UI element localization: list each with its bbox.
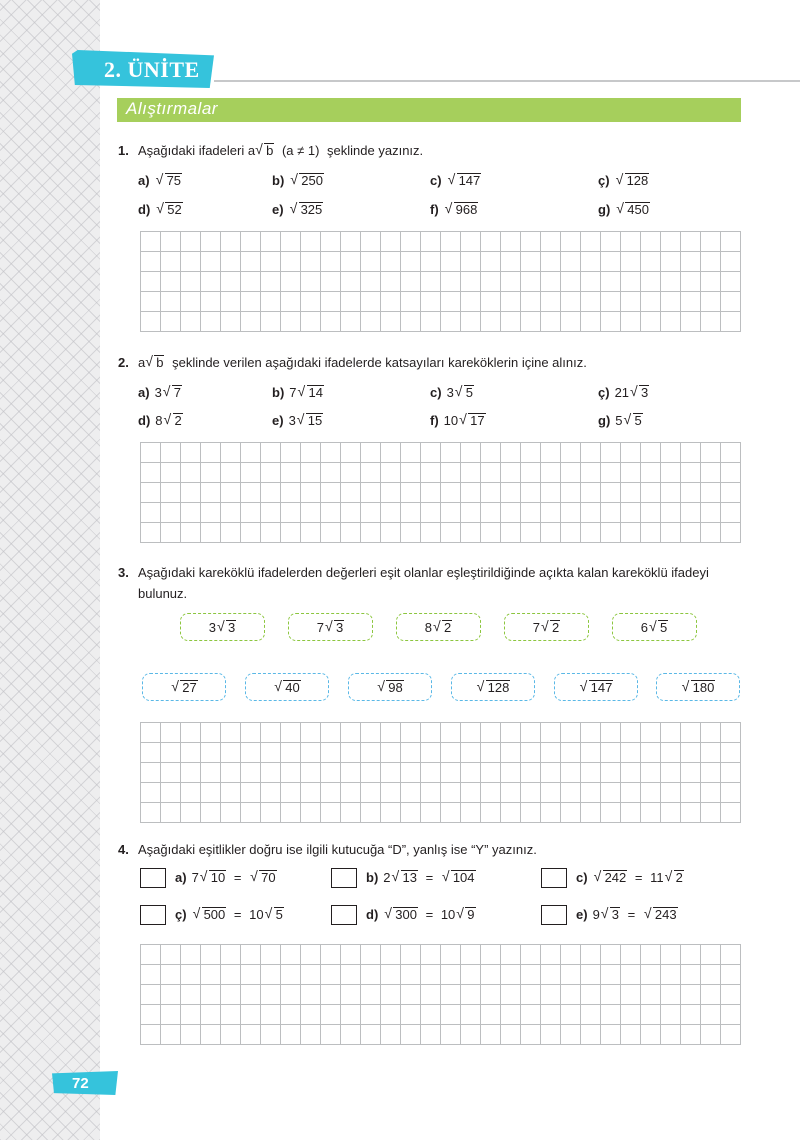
math-expression bbox=[376, 680, 403, 695]
math-expression bbox=[593, 870, 628, 885]
item-label: ç) bbox=[598, 385, 610, 400]
item-label: e) bbox=[576, 907, 588, 922]
sqrt-expression: √ 40 bbox=[283, 680, 300, 695]
answer-checkbox[interactable] bbox=[140, 905, 166, 925]
math-expression bbox=[641, 620, 668, 635]
sqrt-expression: √ 128 bbox=[486, 680, 511, 695]
item-label: e) bbox=[272, 202, 284, 217]
coefficient: 3 bbox=[288, 413, 296, 428]
question-number: 2. bbox=[118, 355, 129, 370]
equation-item bbox=[366, 907, 476, 922]
question-text-part: şeklinde yazınız. bbox=[327, 143, 424, 158]
sqrt-expression: √ 5 bbox=[633, 413, 643, 428]
equals-sign: = bbox=[230, 907, 246, 922]
exercise-item bbox=[430, 385, 474, 400]
answer-checkbox[interactable] bbox=[331, 868, 357, 888]
math-expression bbox=[155, 385, 182, 400]
item-label: g) bbox=[598, 202, 611, 217]
coefficient: 10 bbox=[443, 413, 459, 428]
exercise-item bbox=[138, 413, 183, 428]
math-expression bbox=[447, 173, 482, 188]
exercise-item bbox=[138, 202, 183, 217]
coefficient: 3 bbox=[208, 620, 216, 635]
item-label: e) bbox=[272, 413, 284, 428]
coefficient: 3 bbox=[446, 385, 454, 400]
sqrt-expression: √ 5 bbox=[274, 907, 284, 922]
sqrt-expression: √ 10 bbox=[209, 870, 226, 885]
math-expression bbox=[615, 173, 650, 188]
sqrt-expression: √ 180 bbox=[691, 680, 716, 695]
math-expression bbox=[441, 870, 476, 885]
math-expression bbox=[615, 202, 650, 217]
coefficient: 8 bbox=[424, 620, 432, 635]
math-expression bbox=[317, 620, 344, 635]
expression-card-green[interactable] bbox=[612, 613, 697, 641]
math-expression bbox=[170, 680, 197, 695]
math-expression bbox=[425, 620, 452, 635]
exercise-item bbox=[138, 173, 182, 188]
sqrt-expression: √ 13 bbox=[401, 870, 418, 885]
sqrt-expression: √ 14 bbox=[307, 385, 324, 400]
math-expression bbox=[155, 202, 182, 217]
expression-card-blue[interactable] bbox=[554, 673, 638, 701]
question-text bbox=[138, 355, 587, 370]
sqrt-expression: √ 3 bbox=[639, 385, 649, 400]
exercise-item bbox=[430, 413, 486, 428]
exercise-item bbox=[598, 385, 649, 400]
sqrt-expression: √ 250 bbox=[299, 173, 324, 188]
item-label: d) bbox=[138, 413, 151, 428]
math-expression bbox=[447, 385, 474, 400]
expression-card-blue[interactable] bbox=[348, 673, 432, 701]
math-expression bbox=[289, 385, 324, 400]
coefficient: 10 bbox=[440, 907, 456, 922]
sqrt-expression: √ 325 bbox=[299, 202, 324, 217]
exercise-item bbox=[272, 385, 324, 400]
item-label: f) bbox=[430, 202, 439, 217]
coefficient: 7 bbox=[289, 385, 297, 400]
sqrt-expression: √ 3 bbox=[334, 620, 344, 635]
sqrt-expression: √ 300 bbox=[393, 907, 418, 922]
math-expression bbox=[383, 870, 418, 885]
sqrt-expression: √ 75 bbox=[165, 173, 182, 188]
sqrt-expression: √ 2 bbox=[550, 620, 560, 635]
equation-item bbox=[366, 870, 476, 885]
expression-card-green[interactable] bbox=[180, 613, 265, 641]
math-expression bbox=[444, 202, 479, 217]
sqrt-expression: √ 128 bbox=[625, 173, 650, 188]
math-expression bbox=[289, 173, 324, 188]
item-label: g) bbox=[598, 413, 611, 428]
item-label: b) bbox=[272, 385, 285, 400]
exercise-item bbox=[430, 173, 481, 188]
math-expression bbox=[155, 413, 182, 428]
condition-text: (a ≠ 1) bbox=[281, 143, 320, 158]
equation-item bbox=[576, 870, 684, 885]
math-expression bbox=[593, 907, 620, 922]
item-label: c) bbox=[430, 173, 442, 188]
item-label: ç) bbox=[175, 907, 187, 922]
sqrt-expression: √ 500 bbox=[202, 907, 227, 922]
expression-card-green[interactable] bbox=[396, 613, 481, 641]
equals-sign: = bbox=[631, 870, 647, 885]
item-label: c) bbox=[576, 870, 588, 885]
expression-card-blue[interactable] bbox=[142, 673, 226, 701]
math-expression bbox=[533, 620, 560, 635]
item-label: a) bbox=[138, 173, 150, 188]
coefficient: 11 bbox=[650, 870, 664, 885]
question-text-part: şeklinde verilen aşağıdaki ifadelerde katsayıları kareköklerin içine alınız. bbox=[172, 355, 587, 370]
question-text bbox=[138, 143, 423, 158]
sqrt-expression: √ 7 bbox=[172, 385, 182, 400]
sqrt-expression: √ 17 bbox=[468, 413, 485, 428]
sqrt-expression: √ 15 bbox=[306, 413, 323, 428]
math-expression bbox=[249, 907, 284, 922]
coefficient: 2 bbox=[383, 870, 391, 885]
expression-card-blue[interactable] bbox=[245, 673, 329, 701]
unit-title: 2. ÜNİTE bbox=[104, 57, 200, 82]
coefficient: 7 bbox=[191, 870, 199, 885]
item-label: c) bbox=[430, 385, 442, 400]
question-text: Aşağıdaki eşitlikler doğru ise ilgili kutucuğa “D”, yanlış ise “Y” yazınız. bbox=[138, 842, 537, 857]
sqrt-expression: √ 9 bbox=[465, 907, 475, 922]
expression-card-green[interactable] bbox=[288, 613, 373, 641]
answer-grid[interactable] bbox=[140, 944, 741, 1045]
exercise-item bbox=[272, 202, 323, 217]
answer-grid[interactable] bbox=[140, 722, 741, 823]
answer-grid[interactable] bbox=[140, 231, 741, 332]
math-expression bbox=[476, 680, 511, 695]
sqrt-expression: √ 3 bbox=[226, 620, 236, 635]
coefficient: 7 bbox=[532, 620, 540, 635]
sqrt-expression: √ 5 bbox=[464, 385, 474, 400]
math-expression bbox=[579, 680, 614, 695]
question-text-part: a bbox=[138, 355, 146, 370]
equation-item bbox=[175, 870, 277, 885]
exercise-item bbox=[598, 173, 649, 188]
expression-card-blue[interactable] bbox=[656, 673, 740, 701]
section-title: Alıştırmalar bbox=[126, 99, 218, 118]
question-text: Aşağıdaki kareköklü ifadelerden değerleri eşit olanlar eşleştirildiğinde açıkta kalan kareköklü ifadeyi bulunuz. bbox=[138, 565, 709, 601]
math-expression bbox=[192, 907, 227, 922]
sqrt-expression: √ b bbox=[154, 355, 164, 370]
sqrt-expression: √ 5 bbox=[658, 620, 668, 635]
exercise-item bbox=[272, 413, 323, 428]
question-number: 4. bbox=[118, 842, 129, 857]
sqrt-expression: √ 3 bbox=[610, 907, 620, 922]
sqrt-expression: √ 98 bbox=[386, 680, 403, 695]
equals-sign: = bbox=[421, 907, 437, 922]
coefficient: 5 bbox=[615, 413, 623, 428]
decorative-side-pattern bbox=[0, 0, 100, 1140]
equals-sign: = bbox=[230, 870, 246, 885]
equals-sign: = bbox=[624, 907, 639, 922]
math-expression bbox=[273, 680, 300, 695]
exercise-item bbox=[430, 202, 478, 217]
item-label: b) bbox=[272, 173, 285, 188]
sqrt-expression: √ b bbox=[264, 143, 274, 158]
math-expression bbox=[650, 870, 684, 885]
sqrt-expression: √ 52 bbox=[165, 202, 182, 217]
coefficient: 3 bbox=[154, 385, 162, 400]
answer-checkbox[interactable] bbox=[541, 905, 567, 925]
sqrt-expression: √ 968 bbox=[454, 202, 479, 217]
equation-item bbox=[175, 907, 284, 922]
coefficient: 9 bbox=[592, 907, 600, 922]
sqrt-expression: √ 27 bbox=[180, 680, 197, 695]
math-expression bbox=[249, 870, 276, 885]
item-label: d) bbox=[366, 907, 379, 922]
math-expression bbox=[383, 907, 418, 922]
item-label: d) bbox=[138, 202, 151, 217]
answer-checkbox[interactable] bbox=[331, 905, 357, 925]
math-expression bbox=[192, 870, 227, 885]
coefficient: 7 bbox=[316, 620, 324, 635]
exercise-item bbox=[598, 202, 650, 217]
sqrt-expression: √ 243 bbox=[653, 907, 678, 922]
answer-checkbox[interactable] bbox=[541, 868, 567, 888]
item-label: b) bbox=[366, 870, 379, 885]
sqrt-expression: √ 2 bbox=[442, 620, 452, 635]
equation-item bbox=[576, 907, 678, 922]
header-divider bbox=[214, 80, 800, 82]
sqrt-expression: √ 2 bbox=[674, 870, 684, 885]
math-expression bbox=[444, 413, 486, 428]
equals-sign: = bbox=[421, 870, 437, 885]
page-number: 72 bbox=[72, 1075, 89, 1092]
math-expression bbox=[155, 173, 182, 188]
math-expression bbox=[289, 202, 324, 217]
item-label: a) bbox=[175, 870, 187, 885]
sqrt-expression: √ 242 bbox=[603, 870, 628, 885]
sqrt-expression: √ 2 bbox=[173, 413, 183, 428]
item-label: f) bbox=[430, 413, 439, 428]
math-expression bbox=[643, 907, 678, 922]
item-label: a) bbox=[138, 385, 150, 400]
math-expression bbox=[681, 680, 716, 695]
sqrt-expression: √ 147 bbox=[589, 680, 614, 695]
coefficient: 21 bbox=[614, 385, 630, 400]
expression-card-green[interactable] bbox=[504, 613, 589, 641]
question-text-part: Aşağıdaki ifadeleri a bbox=[138, 143, 256, 158]
answer-grid[interactable] bbox=[140, 442, 741, 543]
sqrt-expression: √ 104 bbox=[451, 870, 476, 885]
question-number: 3. bbox=[118, 565, 129, 580]
item-label: ç) bbox=[598, 173, 610, 188]
math-expression bbox=[209, 620, 236, 635]
answer-checkbox[interactable] bbox=[140, 868, 166, 888]
math-expression bbox=[441, 907, 476, 922]
question-number: 1. bbox=[118, 143, 129, 158]
coefficient: 8 bbox=[155, 413, 163, 428]
expression-card-blue[interactable] bbox=[451, 673, 535, 701]
math-expression bbox=[615, 413, 642, 428]
coefficient: 6 bbox=[640, 620, 648, 635]
sqrt-expression: √ 450 bbox=[625, 202, 650, 217]
exercise-item bbox=[598, 413, 643, 428]
math-expression bbox=[289, 413, 324, 428]
math-expression bbox=[615, 385, 650, 400]
exercise-item bbox=[272, 173, 324, 188]
sqrt-expression: √ 147 bbox=[457, 173, 482, 188]
exercise-item bbox=[138, 385, 182, 400]
coefficient: 10 bbox=[249, 907, 264, 922]
sqrt-expression: √ 70 bbox=[259, 870, 276, 885]
